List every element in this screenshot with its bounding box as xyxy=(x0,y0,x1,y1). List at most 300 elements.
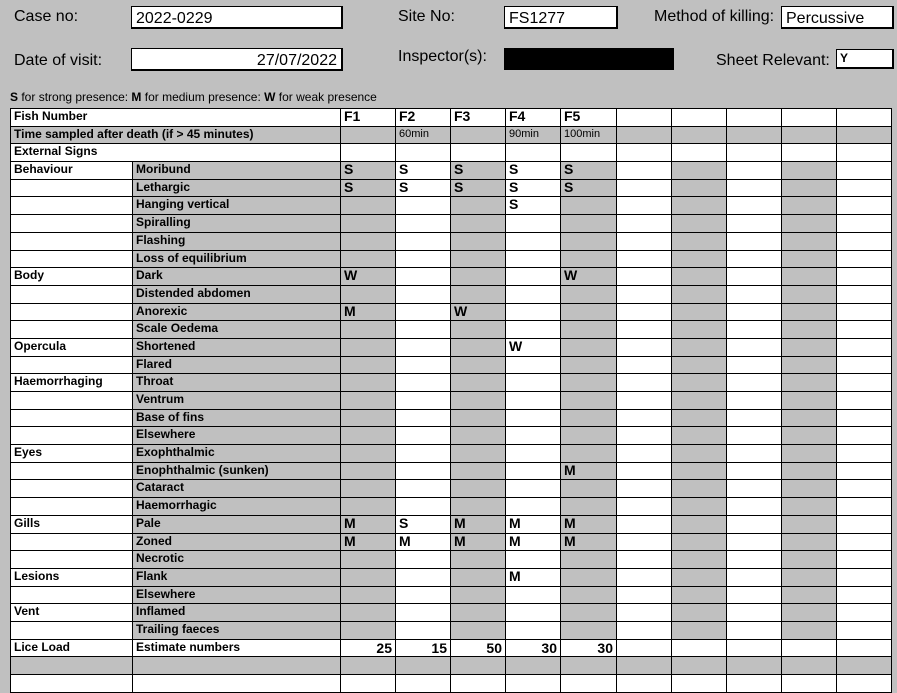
presence-cell[interactable] xyxy=(617,303,672,321)
presence-cell[interactable] xyxy=(341,250,396,268)
presence-cell[interactable] xyxy=(396,604,451,622)
presence-cell[interactable] xyxy=(837,215,892,233)
presence-cell[interactable] xyxy=(561,551,617,569)
presence-cell[interactable] xyxy=(451,480,506,498)
presence-cell[interactable]: S xyxy=(396,179,451,197)
presence-cell[interactable] xyxy=(451,215,506,233)
empty-cell[interactable] xyxy=(782,144,837,162)
presence-cell[interactable] xyxy=(727,427,782,445)
presence-cell[interactable] xyxy=(727,303,782,321)
presence-cell[interactable] xyxy=(617,621,672,639)
presence-cell[interactable] xyxy=(561,374,617,392)
presence-cell[interactable] xyxy=(617,427,672,445)
case-no-field[interactable]: 2022-0229 xyxy=(131,6,343,29)
presence-cell[interactable] xyxy=(782,303,837,321)
presence-cell[interactable] xyxy=(727,179,782,197)
presence-cell[interactable] xyxy=(561,409,617,427)
empty-cell[interactable] xyxy=(672,675,727,693)
presence-cell[interactable] xyxy=(837,374,892,392)
presence-cell[interactable] xyxy=(837,586,892,604)
presence-cell[interactable] xyxy=(672,356,727,374)
presence-cell[interactable] xyxy=(672,427,727,445)
presence-cell[interactable] xyxy=(782,533,837,551)
empty-cell[interactable] xyxy=(451,144,506,162)
time-sampled-cell[interactable]: 60min xyxy=(396,126,451,144)
presence-cell[interactable]: M xyxy=(506,515,561,533)
presence-cell[interactable] xyxy=(617,445,672,463)
presence-cell[interactable] xyxy=(506,498,561,516)
fish-number-cell[interactable] xyxy=(672,109,727,127)
presence-cell[interactable] xyxy=(506,321,561,339)
presence-cell[interactable] xyxy=(506,215,561,233)
presence-cell[interactable]: S xyxy=(451,179,506,197)
presence-cell[interactable] xyxy=(341,321,396,339)
presence-cell[interactable] xyxy=(506,232,561,250)
presence-cell[interactable] xyxy=(837,338,892,356)
presence-cell[interactable]: S xyxy=(506,162,561,180)
presence-cell[interactable] xyxy=(782,392,837,410)
empty-cell[interactable] xyxy=(341,144,396,162)
presence-cell[interactable] xyxy=(396,551,451,569)
presence-cell[interactable] xyxy=(672,533,727,551)
presence-cell[interactable] xyxy=(561,427,617,445)
presence-cell[interactable] xyxy=(672,498,727,516)
presence-cell[interactable] xyxy=(727,268,782,286)
presence-cell[interactable]: S xyxy=(341,179,396,197)
time-sampled-cell[interactable]: 90min xyxy=(506,126,561,144)
presence-cell[interactable] xyxy=(396,392,451,410)
presence-cell[interactable] xyxy=(506,480,561,498)
presence-cell[interactable] xyxy=(782,232,837,250)
presence-cell[interactable] xyxy=(506,604,561,622)
fish-number-cell[interactable]: F1 xyxy=(341,109,396,127)
presence-cell[interactable] xyxy=(782,621,837,639)
presence-cell[interactable] xyxy=(672,568,727,586)
site-no-field[interactable]: FS1277 xyxy=(504,6,618,29)
empty-cell[interactable] xyxy=(617,144,672,162)
presence-cell[interactable] xyxy=(341,374,396,392)
fish-number-cell[interactable]: F3 xyxy=(451,109,506,127)
presence-cell[interactable] xyxy=(451,462,506,480)
lice-count-cell[interactable]: 30 xyxy=(561,639,617,657)
presence-cell[interactable]: M xyxy=(561,462,617,480)
presence-cell[interactable] xyxy=(782,568,837,586)
presence-cell[interactable] xyxy=(617,197,672,215)
presence-cell[interactable] xyxy=(396,498,451,516)
presence-cell[interactable] xyxy=(617,285,672,303)
presence-cell[interactable] xyxy=(837,427,892,445)
empty-cell[interactable] xyxy=(727,657,782,675)
presence-cell[interactable] xyxy=(341,409,396,427)
presence-cell[interactable] xyxy=(782,179,837,197)
empty-cell[interactable] xyxy=(506,675,561,693)
presence-cell[interactable] xyxy=(672,409,727,427)
time-sampled-cell[interactable] xyxy=(727,126,782,144)
empty-cell[interactable] xyxy=(672,144,727,162)
fish-number-cell[interactable] xyxy=(837,109,892,127)
empty-cell[interactable] xyxy=(561,657,617,675)
presence-cell[interactable]: S xyxy=(396,162,451,180)
presence-cell[interactable] xyxy=(396,445,451,463)
presence-cell[interactable] xyxy=(782,250,837,268)
presence-cell[interactable] xyxy=(782,162,837,180)
empty-cell[interactable] xyxy=(782,675,837,693)
presence-cell[interactable] xyxy=(672,215,727,233)
presence-cell[interactable] xyxy=(837,480,892,498)
presence-cell[interactable] xyxy=(837,462,892,480)
presence-cell[interactable]: M xyxy=(506,533,561,551)
presence-cell[interactable] xyxy=(617,374,672,392)
empty-cell[interactable] xyxy=(396,657,451,675)
presence-cell[interactable] xyxy=(396,586,451,604)
empty-cell[interactable] xyxy=(782,657,837,675)
empty-cell[interactable] xyxy=(837,144,892,162)
empty-cell[interactable] xyxy=(341,657,396,675)
presence-cell[interactable] xyxy=(396,321,451,339)
presence-cell[interactable] xyxy=(396,338,451,356)
empty-cell[interactable] xyxy=(561,675,617,693)
presence-cell[interactable] xyxy=(341,197,396,215)
presence-cell[interactable] xyxy=(672,250,727,268)
presence-cell[interactable]: S xyxy=(506,197,561,215)
presence-cell[interactable] xyxy=(617,356,672,374)
presence-cell[interactable] xyxy=(341,215,396,233)
presence-cell[interactable] xyxy=(561,215,617,233)
presence-cell[interactable] xyxy=(672,303,727,321)
presence-cell[interactable] xyxy=(506,392,561,410)
presence-cell[interactable] xyxy=(782,515,837,533)
presence-cell[interactable] xyxy=(837,515,892,533)
presence-cell[interactable] xyxy=(506,268,561,286)
presence-cell[interactable] xyxy=(396,250,451,268)
presence-cell[interactable]: W xyxy=(506,338,561,356)
presence-cell[interactable] xyxy=(561,621,617,639)
presence-cell[interactable] xyxy=(727,285,782,303)
presence-cell[interactable] xyxy=(837,179,892,197)
lice-count-cell[interactable]: 25 xyxy=(341,639,396,657)
presence-cell[interactable] xyxy=(782,586,837,604)
presence-cell[interactable] xyxy=(561,568,617,586)
presence-cell[interactable] xyxy=(782,356,837,374)
presence-cell[interactable] xyxy=(451,498,506,516)
presence-cell[interactable] xyxy=(396,356,451,374)
empty-cell[interactable] xyxy=(133,657,341,675)
presence-cell[interactable] xyxy=(341,480,396,498)
presence-cell[interactable] xyxy=(727,338,782,356)
presence-cell[interactable] xyxy=(727,621,782,639)
presence-cell[interactable] xyxy=(672,338,727,356)
presence-cell[interactable] xyxy=(782,551,837,569)
presence-cell[interactable]: W xyxy=(451,303,506,321)
presence-cell[interactable] xyxy=(561,586,617,604)
presence-cell[interactable] xyxy=(617,604,672,622)
presence-cell[interactable] xyxy=(617,338,672,356)
presence-cell[interactable]: M xyxy=(451,533,506,551)
fish-number-cell[interactable]: F2 xyxy=(396,109,451,127)
presence-cell[interactable] xyxy=(782,197,837,215)
presence-cell[interactable] xyxy=(451,568,506,586)
presence-cell[interactable] xyxy=(451,197,506,215)
presence-cell[interactable] xyxy=(341,586,396,604)
presence-cell[interactable] xyxy=(727,480,782,498)
presence-cell[interactable] xyxy=(837,321,892,339)
presence-cell[interactable] xyxy=(727,462,782,480)
presence-cell[interactable] xyxy=(837,268,892,286)
presence-cell[interactable] xyxy=(672,515,727,533)
presence-cell[interactable] xyxy=(617,515,672,533)
presence-cell[interactable] xyxy=(506,303,561,321)
presence-cell[interactable] xyxy=(782,321,837,339)
presence-cell[interactable]: M xyxy=(451,515,506,533)
presence-cell[interactable]: M xyxy=(341,515,396,533)
presence-cell[interactable] xyxy=(617,321,672,339)
empty-cell[interactable] xyxy=(561,144,617,162)
presence-cell[interactable]: M xyxy=(561,515,617,533)
presence-cell[interactable] xyxy=(727,515,782,533)
presence-cell[interactable] xyxy=(451,392,506,410)
presence-cell[interactable] xyxy=(561,250,617,268)
presence-cell[interactable] xyxy=(837,498,892,516)
presence-cell[interactable]: M xyxy=(561,533,617,551)
presence-cell[interactable] xyxy=(396,621,451,639)
empty-cell[interactable] xyxy=(341,675,396,693)
presence-cell[interactable]: S xyxy=(451,162,506,180)
date-field[interactable]: 27/07/2022 xyxy=(131,48,343,71)
presence-cell[interactable] xyxy=(617,232,672,250)
presence-cell[interactable] xyxy=(837,250,892,268)
presence-cell[interactable] xyxy=(727,232,782,250)
presence-cell[interactable] xyxy=(506,445,561,463)
presence-cell[interactable] xyxy=(837,197,892,215)
empty-cell[interactable] xyxy=(396,675,451,693)
presence-cell[interactable] xyxy=(782,338,837,356)
presence-cell[interactable] xyxy=(341,604,396,622)
presence-cell[interactable] xyxy=(617,551,672,569)
presence-cell[interactable] xyxy=(837,533,892,551)
time-sampled-cell[interactable] xyxy=(782,126,837,144)
time-sampled-cell[interactable] xyxy=(672,126,727,144)
fish-number-cell[interactable] xyxy=(727,109,782,127)
presence-cell[interactable] xyxy=(837,551,892,569)
presence-cell[interactable] xyxy=(672,285,727,303)
presence-cell[interactable] xyxy=(617,215,672,233)
presence-cell[interactable] xyxy=(451,621,506,639)
presence-cell[interactable] xyxy=(341,392,396,410)
presence-cell[interactable] xyxy=(672,551,727,569)
presence-cell[interactable] xyxy=(727,568,782,586)
presence-cell[interactable]: S xyxy=(506,179,561,197)
presence-cell[interactable] xyxy=(727,215,782,233)
presence-cell[interactable] xyxy=(561,498,617,516)
presence-cell[interactable] xyxy=(617,162,672,180)
lice-count-cell[interactable] xyxy=(672,639,727,657)
presence-cell[interactable] xyxy=(396,480,451,498)
empty-cell[interactable] xyxy=(617,675,672,693)
presence-cell[interactable] xyxy=(782,498,837,516)
presence-cell[interactable] xyxy=(617,179,672,197)
presence-cell[interactable] xyxy=(727,356,782,374)
presence-cell[interactable] xyxy=(451,285,506,303)
empty-cell[interactable] xyxy=(11,657,133,675)
presence-cell[interactable] xyxy=(451,445,506,463)
presence-cell[interactable] xyxy=(451,551,506,569)
presence-cell[interactable] xyxy=(727,321,782,339)
empty-cell[interactable] xyxy=(837,675,892,693)
presence-cell[interactable] xyxy=(782,427,837,445)
time-sampled-cell[interactable]: 100min xyxy=(561,126,617,144)
presence-cell[interactable] xyxy=(451,409,506,427)
presence-cell[interactable] xyxy=(672,604,727,622)
presence-cell[interactable] xyxy=(672,268,727,286)
presence-cell[interactable] xyxy=(837,232,892,250)
lice-count-cell[interactable]: 30 xyxy=(506,639,561,657)
lice-count-cell[interactable] xyxy=(727,639,782,657)
presence-cell[interactable] xyxy=(341,551,396,569)
presence-cell[interactable]: M xyxy=(396,533,451,551)
presence-cell[interactable] xyxy=(506,427,561,445)
presence-cell[interactable] xyxy=(727,586,782,604)
presence-cell[interactable] xyxy=(782,445,837,463)
empty-cell[interactable] xyxy=(672,657,727,675)
presence-cell[interactable] xyxy=(561,445,617,463)
presence-cell[interactable] xyxy=(451,604,506,622)
presence-cell[interactable] xyxy=(341,568,396,586)
presence-cell[interactable] xyxy=(727,374,782,392)
presence-cell[interactable] xyxy=(837,568,892,586)
presence-cell[interactable] xyxy=(672,586,727,604)
presence-cell[interactable] xyxy=(561,321,617,339)
presence-cell[interactable] xyxy=(672,462,727,480)
presence-cell[interactable] xyxy=(341,498,396,516)
empty-cell[interactable] xyxy=(727,144,782,162)
presence-cell[interactable] xyxy=(396,215,451,233)
fish-number-cell[interactable]: F5 xyxy=(561,109,617,127)
presence-cell[interactable] xyxy=(672,392,727,410)
presence-cell[interactable] xyxy=(396,268,451,286)
empty-cell[interactable] xyxy=(11,675,133,693)
presence-cell[interactable] xyxy=(837,445,892,463)
empty-cell[interactable] xyxy=(727,675,782,693)
presence-cell[interactable] xyxy=(451,268,506,286)
presence-cell[interactable] xyxy=(396,409,451,427)
presence-cell[interactable] xyxy=(727,250,782,268)
presence-cell[interactable] xyxy=(672,445,727,463)
presence-cell[interactable] xyxy=(617,586,672,604)
presence-cell[interactable] xyxy=(672,621,727,639)
presence-cell[interactable] xyxy=(341,445,396,463)
presence-cell[interactable] xyxy=(341,462,396,480)
presence-cell[interactable] xyxy=(506,409,561,427)
lice-count-cell[interactable] xyxy=(617,639,672,657)
presence-cell[interactable] xyxy=(617,268,672,286)
presence-cell[interactable] xyxy=(506,586,561,604)
presence-cell[interactable] xyxy=(341,356,396,374)
presence-cell[interactable] xyxy=(837,285,892,303)
presence-cell[interactable] xyxy=(396,303,451,321)
presence-cell[interactable] xyxy=(727,197,782,215)
presence-cell[interactable] xyxy=(506,462,561,480)
presence-cell[interactable] xyxy=(506,250,561,268)
presence-cell[interactable] xyxy=(396,568,451,586)
presence-cell[interactable] xyxy=(451,586,506,604)
presence-cell[interactable] xyxy=(561,480,617,498)
presence-cell[interactable] xyxy=(617,480,672,498)
presence-cell[interactable] xyxy=(782,285,837,303)
presence-cell[interactable] xyxy=(672,321,727,339)
presence-cell[interactable] xyxy=(617,250,672,268)
presence-cell[interactable] xyxy=(727,409,782,427)
presence-cell[interactable] xyxy=(561,356,617,374)
time-sampled-cell[interactable] xyxy=(617,126,672,144)
presence-cell[interactable] xyxy=(561,303,617,321)
presence-cell[interactable]: M xyxy=(341,303,396,321)
presence-cell[interactable] xyxy=(782,480,837,498)
presence-cell[interactable] xyxy=(617,498,672,516)
presence-cell[interactable] xyxy=(561,338,617,356)
presence-cell[interactable] xyxy=(396,374,451,392)
presence-cell[interactable] xyxy=(617,568,672,586)
presence-cell[interactable] xyxy=(727,604,782,622)
empty-cell[interactable] xyxy=(506,657,561,675)
presence-cell[interactable]: W xyxy=(341,268,396,286)
lice-count-cell[interactable] xyxy=(837,639,892,657)
presence-cell[interactable] xyxy=(837,409,892,427)
presence-cell[interactable] xyxy=(727,392,782,410)
presence-cell[interactable] xyxy=(672,179,727,197)
presence-cell[interactable] xyxy=(837,392,892,410)
presence-cell[interactable] xyxy=(837,356,892,374)
presence-cell[interactable] xyxy=(396,462,451,480)
time-sampled-cell[interactable] xyxy=(451,126,506,144)
presence-cell[interactable] xyxy=(341,427,396,445)
presence-cell[interactable] xyxy=(451,338,506,356)
presence-cell[interactable] xyxy=(451,356,506,374)
presence-cell[interactable] xyxy=(396,197,451,215)
presence-cell[interactable] xyxy=(506,374,561,392)
presence-cell[interactable] xyxy=(451,250,506,268)
presence-cell[interactable] xyxy=(561,604,617,622)
presence-cell[interactable]: S xyxy=(341,162,396,180)
presence-cell[interactable] xyxy=(672,197,727,215)
fish-number-cell[interactable] xyxy=(617,109,672,127)
presence-cell[interactable] xyxy=(837,604,892,622)
presence-cell[interactable] xyxy=(727,533,782,551)
presence-cell[interactable] xyxy=(837,162,892,180)
presence-cell[interactable]: M xyxy=(341,533,396,551)
presence-cell[interactable] xyxy=(782,215,837,233)
presence-cell[interactable] xyxy=(506,356,561,374)
empty-cell[interactable] xyxy=(451,675,506,693)
presence-cell[interactable]: S xyxy=(396,515,451,533)
presence-cell[interactable] xyxy=(451,427,506,445)
empty-cell[interactable] xyxy=(133,675,341,693)
presence-cell[interactable] xyxy=(341,621,396,639)
presence-cell[interactable] xyxy=(506,621,561,639)
fish-number-cell[interactable] xyxy=(782,109,837,127)
presence-cell[interactable]: S xyxy=(561,179,617,197)
presence-cell[interactable] xyxy=(727,445,782,463)
presence-cell[interactable] xyxy=(341,285,396,303)
presence-cell[interactable] xyxy=(617,462,672,480)
presence-cell[interactable] xyxy=(561,232,617,250)
time-sampled-cell[interactable] xyxy=(837,126,892,144)
presence-cell[interactable] xyxy=(561,197,617,215)
presence-cell[interactable] xyxy=(396,427,451,445)
lice-count-cell[interactable]: 15 xyxy=(396,639,451,657)
presence-cell[interactable] xyxy=(672,162,727,180)
empty-cell[interactable] xyxy=(396,144,451,162)
presence-cell[interactable] xyxy=(672,374,727,392)
